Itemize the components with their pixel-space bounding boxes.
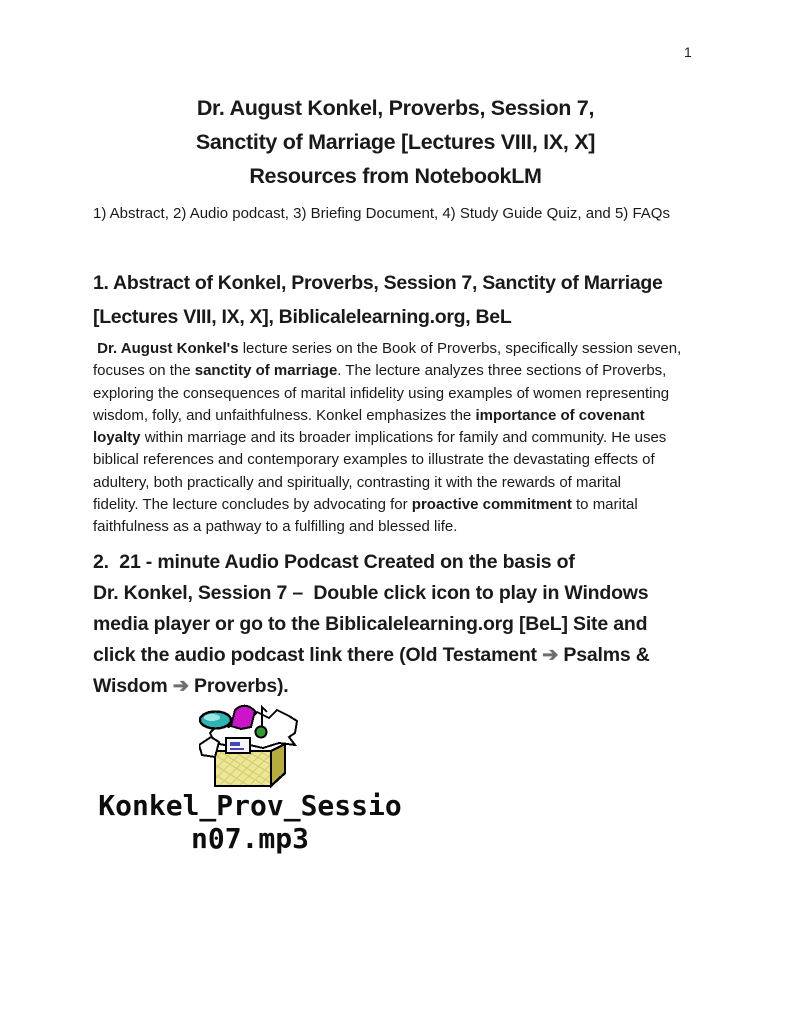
package-icon[interactable] [199,699,299,791]
section-2-heading: 2. 21 - minute Audio Podcast Created on the basis of Dr. Konkel, Session 7 – Double click icon to play in Windows media player or go to the Biblicalelearning.org [BeL] Site and click the audio podcast link there (Old Testament ➔ Psalms & Wisdom ➔ Proverbs). [93,551,650,697]
attachment-filename[interactable]: Konkel_Prov_Sessio n07.mp3 [98,789,402,855]
section-1-heading: 1. Abstract of Konkel, Proverbs, Session 7, Sanctity of Marriage [Lectures VIII, IX, X], Biblicalelearning.org, BeL [93,272,663,328]
abstract-paragraph: Dr. August Konkel's lecture series on the Book of Proverbs, specifically session seven, focuses on the sanctity of marriage. The lecture analyzes three sections of Proverbs, exploring the consequences of marital infidelity using examples of women representing wisdom, folly, and unfaithfulness. Konkel emphasizes the importance of covenant loyalty within marriage and its broader implications for family and community. He uses biblical references and contemporary examples to illustrate the devastating effects of adultery, both practically and spiritually, contrasting it with the rewards of marital fidelity. The lecture concludes by advocating for proactive commitment to marital faithfulness as a pathway to a fulfilling and blessed life. [93,340,682,536]
resources-list-line: 1) Abstract, 2) Audio podcast, 3) Briefing Document, 4) Study Guide Quiz, and 5) FAQs [93,205,670,222]
document-title: Dr. August Konkel, Proverbs, Session 7, Sanctity of Marriage [Lectures VIII, IX, X] Resources from NotebookLM [195,96,596,188]
page-number: 1 [684,44,692,60]
